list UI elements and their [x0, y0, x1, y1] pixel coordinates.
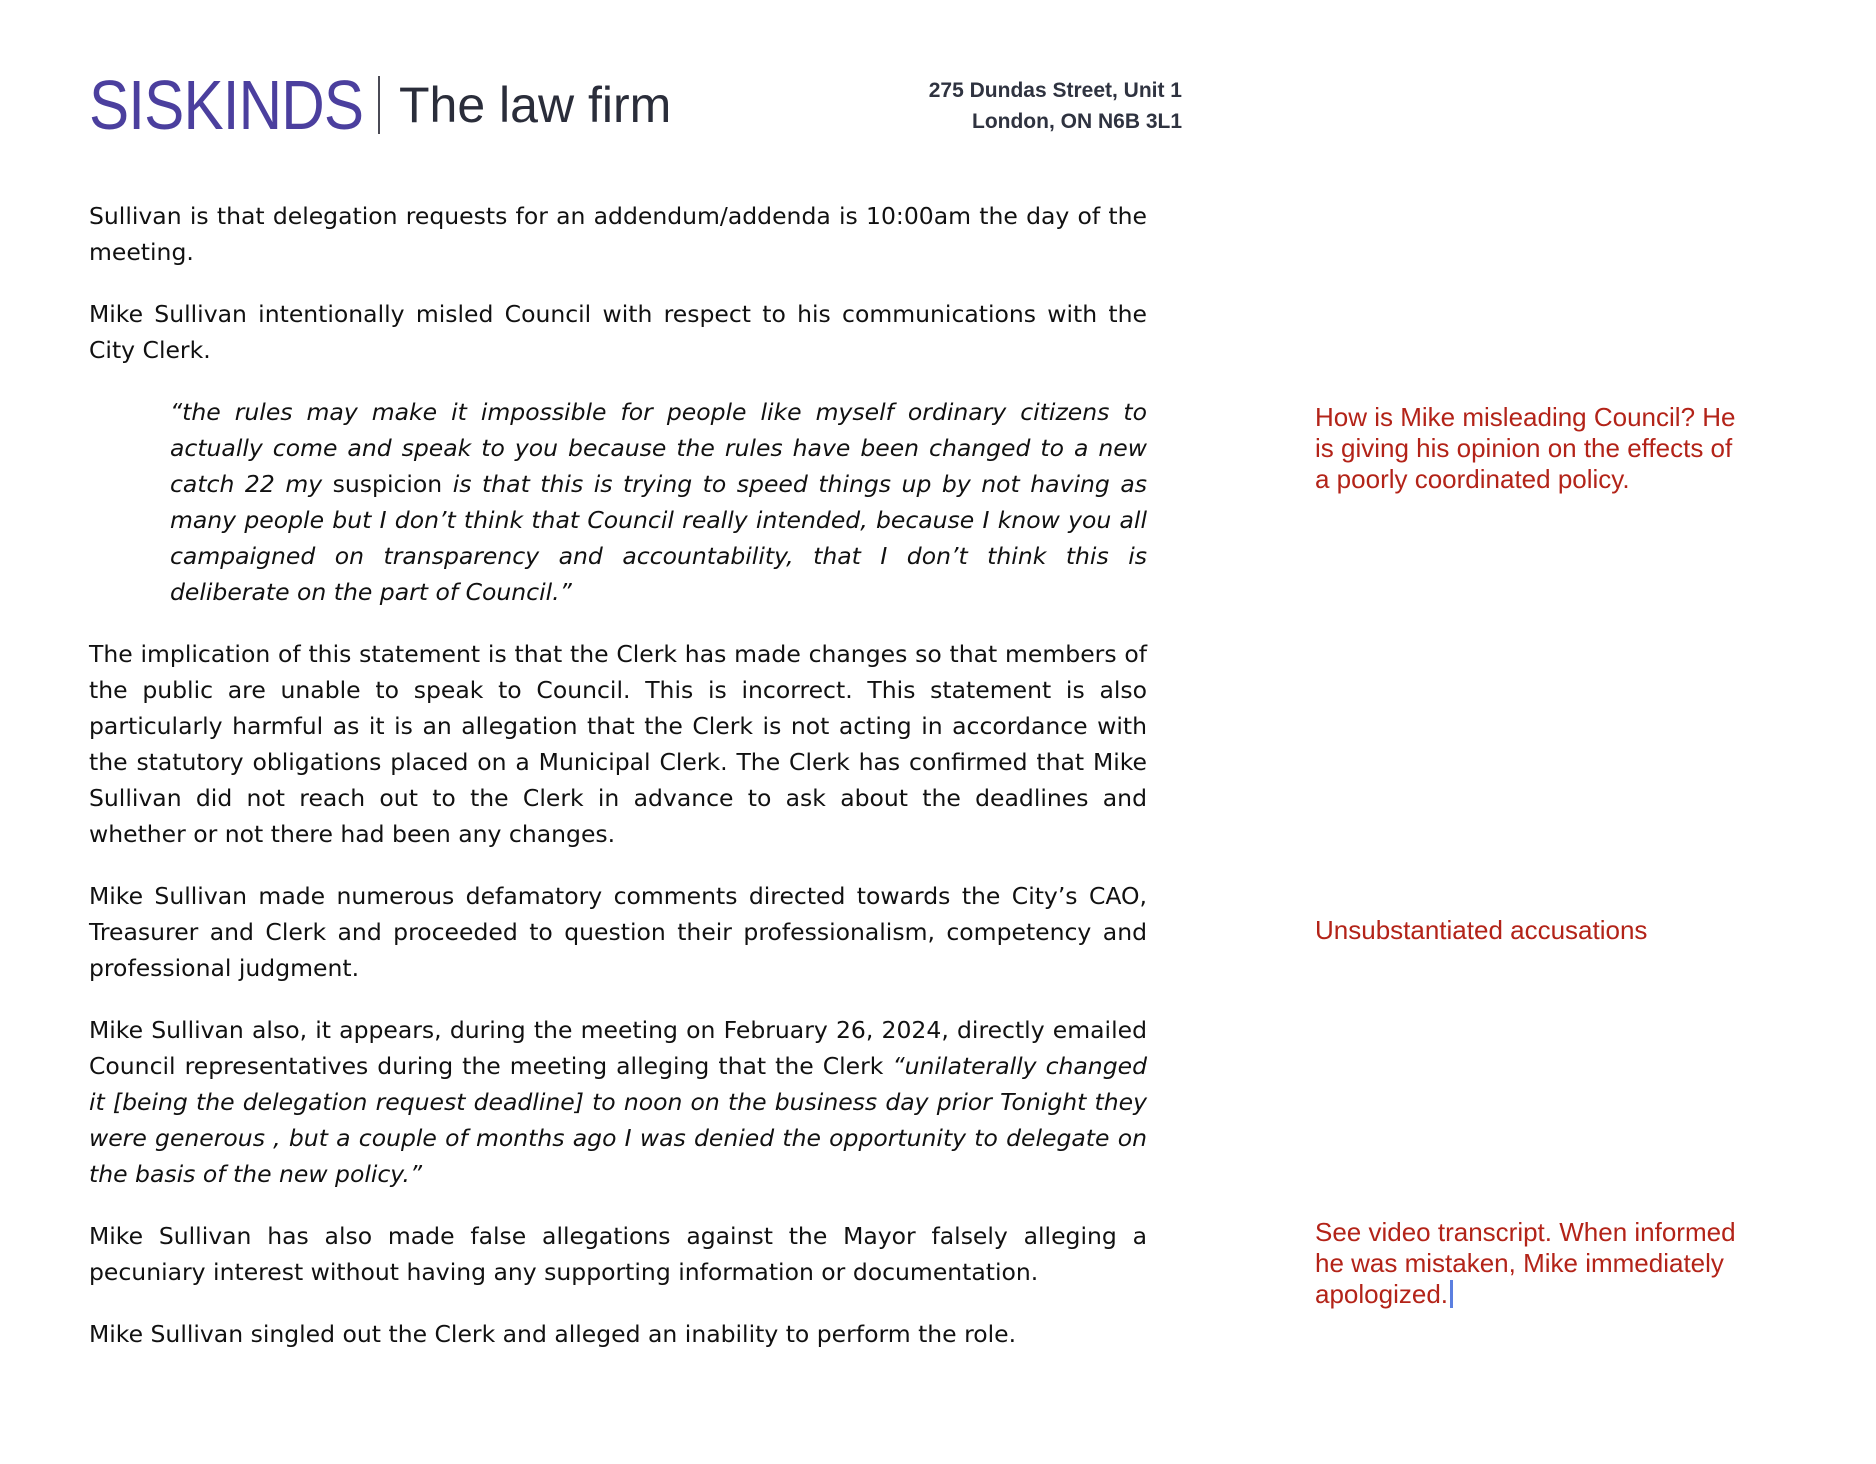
paragraph-5-quote: “unilaterally changed it [being the delegation request deadline] to noon on the business day prior Tonight they were generous , but a couple of months ago I was denied the opportunity to delegate on the basis of the new policy.” [89, 1052, 1147, 1188]
firm-address [929, 75, 1182, 137]
quote-part-2: suspicion [332, 470, 453, 498]
paragraph-2[interactable]: Mike Sullivan intentionally misled Council with respect to his communications with the City Clerk. [89, 300, 1147, 364]
quote-part-3: is that this is trying to speed things up by not having as many people but I don’t think that Council really intended, because I know you all campaigned on transparency and accountability, that I don’t think this is deliberate on the part of Council.” [170, 470, 1147, 606]
address-line-2: London, ON N6B 3L1 [972, 110, 1182, 133]
letter-body [89, 198, 1147, 1378]
paragraph-5-text: Mike Sullivan also, it appears, during the meeting on February 26, 2024, directly emailed Council representatives during the meeting alleging that the Clerk [89, 1016, 1147, 1080]
paragraph-5[interactable] [89, 1012, 1147, 1192]
letterhead [89, 66, 672, 144]
paragraph-6[interactable]: Mike Sullivan has also made false allegations against the Mayor falsely alleging a pecuniary interest without having any supporting information or documentation. [89, 1222, 1147, 1286]
paragraph-4[interactable]: Mike Sullivan made numerous defamatory comments directed towards the City’s CAO, Treasurer and Clerk and proceeded to question their professionalism, competency and professional judgment. [89, 882, 1147, 982]
margin-comment-3[interactable] [1315, 1217, 1745, 1310]
paragraph-7[interactable]: Mike Sullivan singled out the Clerk and alleged an inability to perform the role. [89, 1320, 1017, 1348]
quote-part-1: “the rules may make it impossible for people like myself ordinary citizens to actually come and speak to you because the rules have been changed to a new catch 22 my [170, 398, 1147, 498]
margin-comment-3-text: See video transcript. When informed he was mistaken, Mike immediately apologized. [1315, 1217, 1736, 1309]
paragraph-3[interactable]: The implication of this statement is that the Clerk has made changes so that members of the public are unable to speak to Council. This is incorrect. This statement is also particularly harmful as it is an allegation that the Clerk is not acting in accordance with the statutory obligations placed on a Municipal Clerk. The Clerk has confirmed that Mike Sullivan did not reach out to the Clerk in advance to ask about the deadlines and whether or not there had been any changes. [89, 640, 1147, 848]
margin-comment-2[interactable]: Unsubstantiated accusations [1315, 915, 1648, 945]
block-quote[interactable] [170, 394, 1147, 610]
logo-divider [378, 76, 380, 134]
paragraph-1[interactable]: Sullivan is that delegation requests for an addendum/addenda is 10:00am the day of the meeting. [89, 202, 1147, 266]
siskinds-logo: SISKINDS [89, 66, 364, 144]
margin-comment-1[interactable]: How is Mike misleading Council? He is giving his opinion on the effects of a poorly coordinated policy. [1315, 402, 1736, 494]
address-line-1: 275 Dundas Street, Unit 1 [928, 79, 1182, 102]
text-cursor [1450, 1280, 1453, 1308]
logo-tagline: The law firm [399, 77, 672, 133]
